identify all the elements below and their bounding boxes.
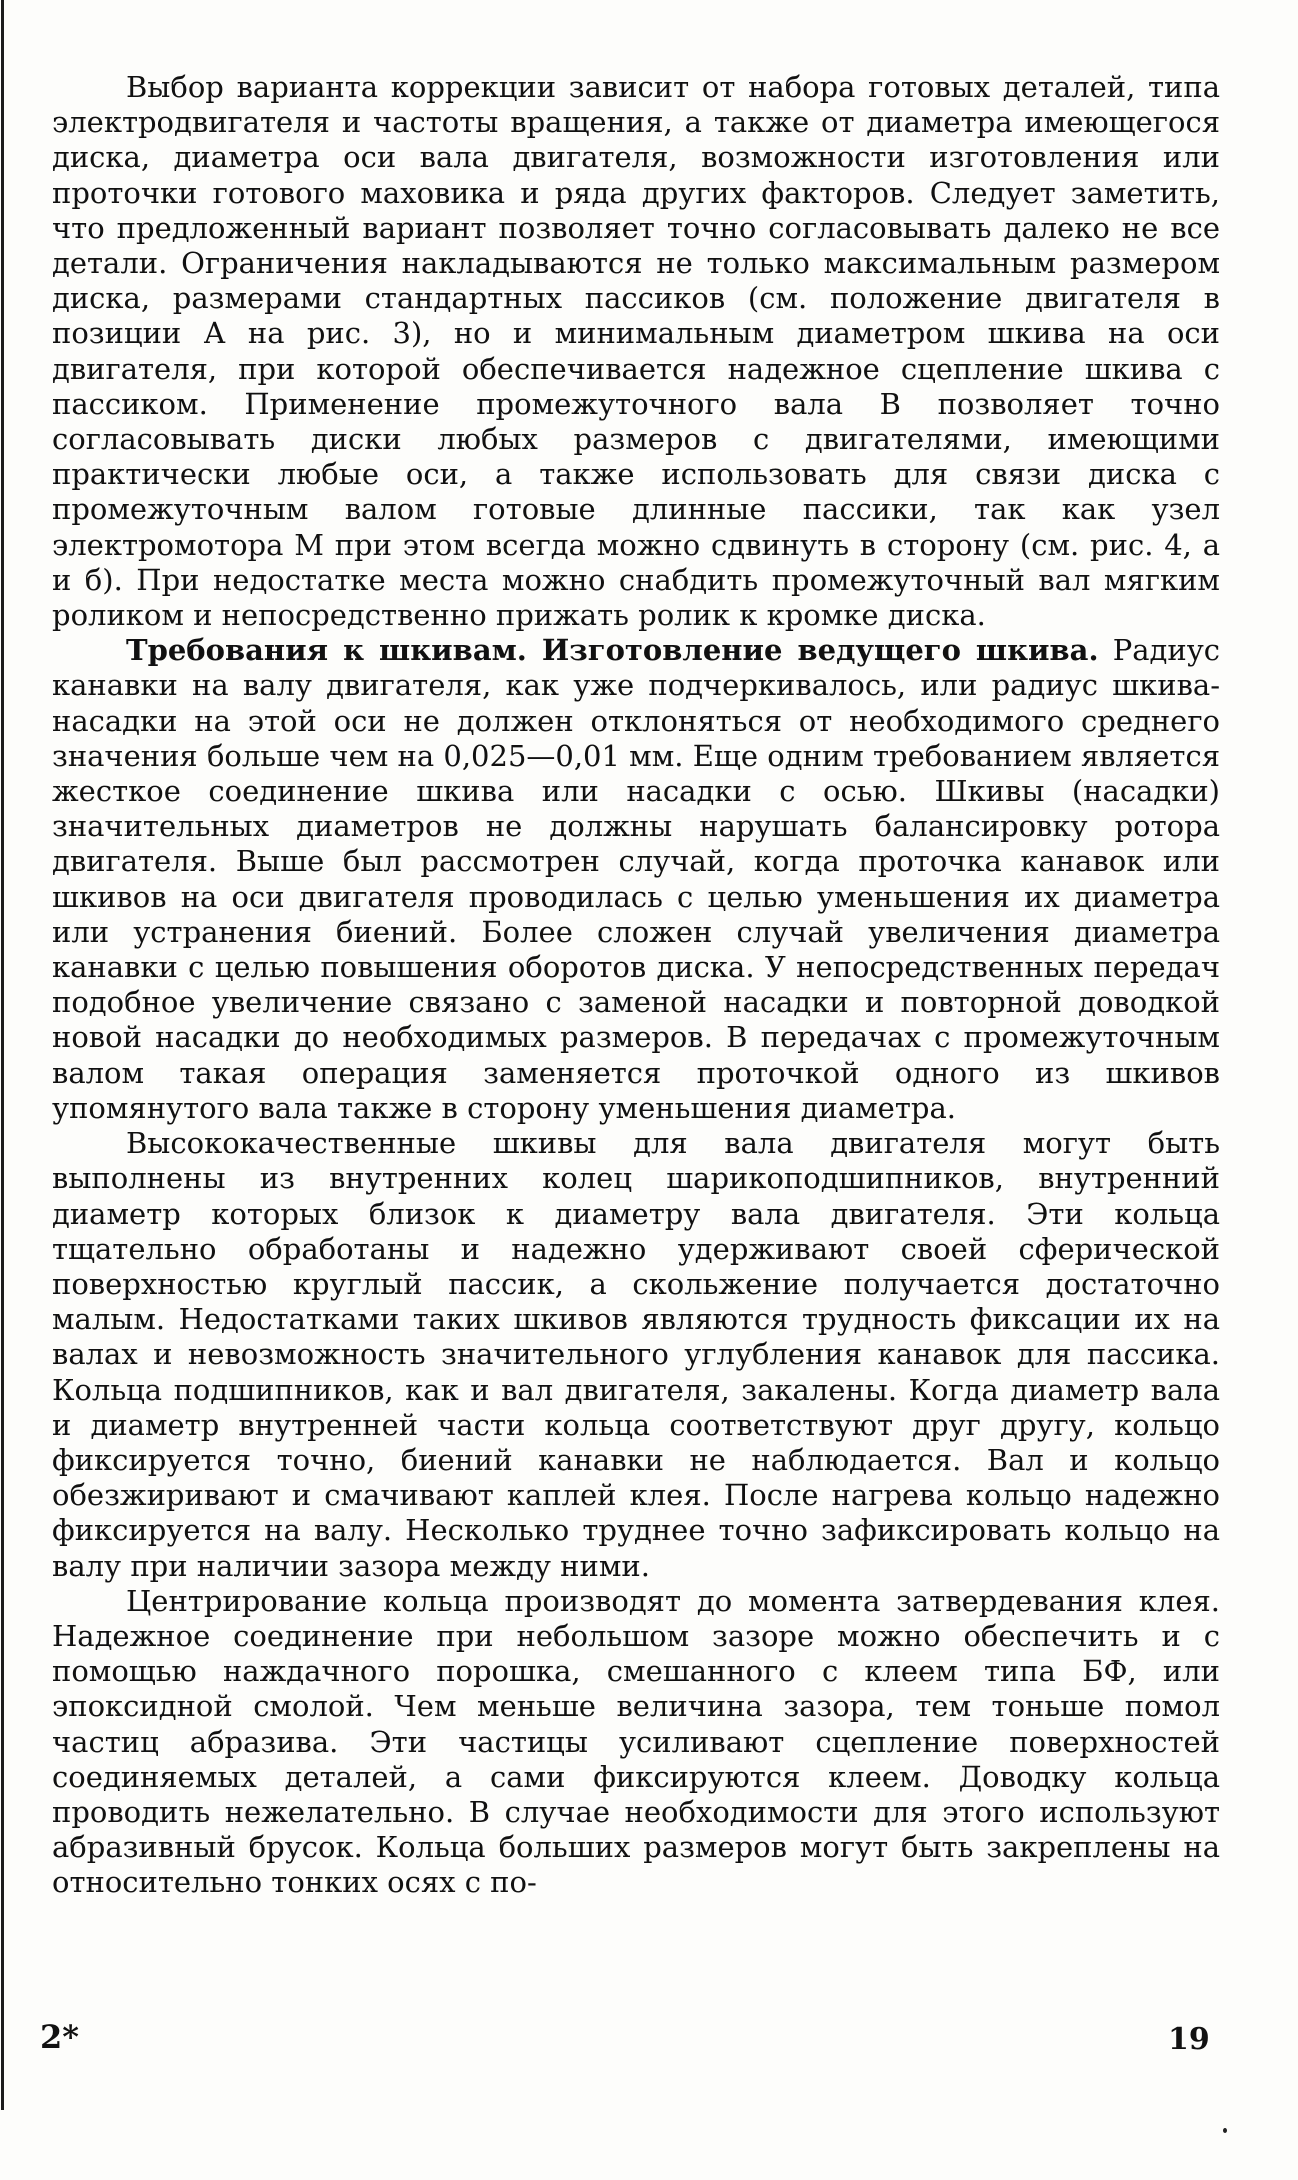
paragraph-4-text: Центрирование кольца производят до момента затвердевания клея. Надежное соединение при небольшом зазоре можно обеспечить и с помощью наждачного порошка, смешанного с клеем типа БФ, или эпоксидной смолой. Чем меньше величина зазора, тем тоньше помол частиц абразива. Эти частицы усиливают сцепление поверхностей соединяемых деталей, а сами фиксируются клеем. Доводку кольца проводить нежелательно. В случае необходимости для этого используют абразивный брусок. Кольца больших размеров могут быть закреплены на относительно тонких осях с по- <box>52 1583 1220 1900</box>
page-edge-rule <box>1 0 4 2110</box>
section-heading-pulleys: Требования к шкивам. Изготовление ведущего шкива. <box>126 633 1099 668</box>
body-text <box>52 70 1220 1901</box>
paragraph-4 <box>52 1584 1220 1901</box>
paragraph-1 <box>52 70 1220 633</box>
paragraph-2-text: Радиус канавки на валу двигателя, как уже подчеркивалось, или радиус шкива-насадки на этой оси не должен отклоняться от необходимого среднего значения больше чем на 0,025—0,01 мм. Еще одним требованием является жесткое соединение шкива или насадки с осью. Шкивы (насадки) значительных диаметров не должны нарушать балансировку ротора двигателя. Выше был рассмотрен случай, когда проточка канавок или шкивов на оси двигателя проводилась с целью уменьшения их диаметра или устранения биений. Более сложен случай увеличения диаметра канавки с целью повышения оборотов диска. У непосредственных передач подобное увеличение связано с заменой насадки и повторной доводкой новой насадки до необходимых размеров. В передачах с промежуточным валом такая операция заменяется проточкой одного из шкивов упомянутого вала также в сторону уменьшения диаметра. <box>52 633 1220 1125</box>
paragraph-2 <box>52 633 1220 1126</box>
paragraph-3-text: Высококачественные шкивы для вала двигателя могут быть выполнены из внутренних колец шарикоподшипников, внутренний диаметр которых близок к диаметру вала двигателя. Эти кольца тщательно обработаны и надежно удерживают своей сферической поверхностью круглый пассик, а скольжение получается достаточно малым. Недостатками таких шкивов являются трудность фиксации их на валах и невозможность значительного углубления канавок для пассика. Кольца подшипников, как и вал двигателя, закалены. Когда диаметр вала и диаметр внутренней части кольца соответствуют друг другу, кольцо фиксируется точно, биений канавки не наблюдается. Вал и кольцо обезжиривают и смачивают каплей клея. После нагрева кольцо надежно фиксируется на валу. Несколько труднее точно зафиксировать кольцо на валу при наличии зазора между ними. <box>52 1126 1220 1583</box>
signature-mark: 2* <box>40 2018 79 2056</box>
page-number: 19 <box>1168 2022 1210 2057</box>
paragraph-3 <box>52 1126 1220 1584</box>
print-speck <box>1223 2128 1227 2133</box>
paragraph-1-text: Выбор варианта коррекции зависит от набора готовых деталей, типа электродвигателя и частоты вращения, а также от диаметра имеющегося диска, диаметра оси вала двигателя, возможности изготовления или проточки готового маховика и ряда других факторов. Следует заметить, что предложенный вариант позволяет точно согласовывать далеко не все детали. Ограничения накладываются не только максимальным размером диска, размерами стандартных пассиков (см. положение двигателя в позиции А на рис. 3), но и минимальным диаметром шкива на оси двигателя, при которой обеспечивается надежное сцепление шкива с пассиком. Применение промежуточного вала В позволяет точно согласовывать диски любых размеров с двигателями, имеющими практически любые оси, а также использовать для связи диска с промежуточным валом готовые длинные пассики, так как узел электромотора М при этом всегда можно сдвинуть в сторону (см. рис. 4, а и б). При недостатке места можно снабдить промежуточный вал мягким роликом и непосредственно прижать ролик к кромке диска. <box>52 70 1220 633</box>
